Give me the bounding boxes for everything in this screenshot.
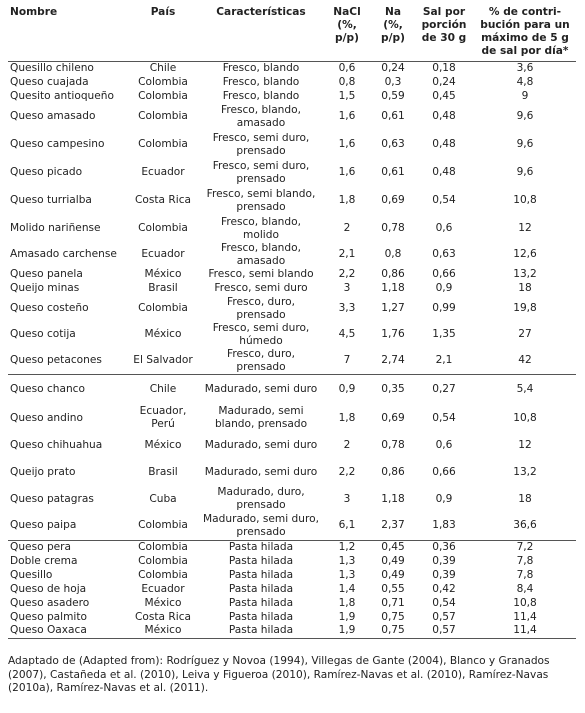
cell-country: México: [144, 596, 182, 609]
cell-contribution: 10,8: [513, 411, 537, 424]
cell-features: Fresco, semi duro, prensado: [212, 159, 310, 185]
header-contribucion: % de contri- bución para un máximo de 5 g de sal por día*: [474, 6, 576, 62]
cell-name: Queso patagras: [10, 492, 94, 505]
table-row: [8, 432, 576, 458]
cell-nacl: 2: [343, 438, 351, 451]
cell-nacl: 1,3: [338, 554, 356, 567]
cell-contribution: 7,8: [516, 568, 534, 581]
cell-na: 0,61: [381, 110, 405, 122]
cell-salt-portion: 0,99: [432, 302, 456, 314]
cell-contribution: 13,2: [513, 465, 537, 478]
cell-contribution: 5,4: [474, 374, 576, 404]
cell-na: 0,69: [381, 411, 405, 424]
cell-nacl: 1,6: [338, 110, 356, 122]
cell-country: México: [144, 268, 182, 280]
cell-na: 0,71: [381, 596, 405, 609]
cell-name: Queso Oaxaca: [8, 624, 126, 638]
cell-features: Fresco, blando: [222, 90, 300, 102]
cell-nacl: 2,2: [338, 465, 356, 478]
cell-na: 2,37: [381, 519, 405, 532]
cell-country: Brasil: [148, 465, 178, 478]
table-group: [8, 62, 576, 375]
header-pais: País: [126, 6, 200, 62]
cell-nacl: 0,8: [338, 76, 356, 88]
cell-contribution: 12: [518, 438, 532, 451]
cell-contribution: 18: [518, 492, 532, 505]
cell-features: Fresco, semi duro: [214, 282, 308, 294]
cell-salt-portion: 2,1: [435, 354, 453, 366]
cell-contribution: 4,8: [516, 76, 534, 88]
table-row: [8, 554, 576, 568]
cell-na: 0,59: [381, 90, 405, 102]
table-row: [8, 596, 576, 610]
cell-name: Queso palmito: [10, 610, 87, 623]
table-row: [8, 186, 576, 216]
table-row: [8, 348, 576, 375]
cell-salt-portion: 0,18: [414, 62, 474, 76]
cell-contribution: 18: [518, 282, 532, 294]
cell-features: Fresco, semi duro, prensado: [212, 131, 310, 157]
cell-country: Brasil: [148, 282, 178, 294]
cell-na: 0,75: [372, 624, 414, 638]
header-sal-porcion: Sal por porción de 30 g: [414, 6, 474, 62]
table-group: [8, 540, 576, 638]
cell-features: Fresco, blando, amasado: [221, 241, 301, 267]
cell-na: 2,74: [381, 354, 405, 366]
cell-name: Queso picado: [10, 166, 83, 178]
table-row: [8, 282, 576, 296]
header-caracteristicas: Características: [200, 6, 322, 62]
cell-nacl: 0,6: [322, 62, 372, 76]
cell-nacl: 1,9: [338, 610, 356, 623]
cell-country: Ecuador: [141, 248, 185, 260]
cell-na: 0,8: [384, 248, 402, 260]
cell-features: Fresco, blando: [200, 62, 322, 76]
header-nacl: NaCl (%, p/p): [322, 6, 372, 62]
cell-features: Pasta hilada: [228, 554, 294, 567]
cell-name: Quesillo: [10, 568, 53, 581]
cell-na: 0,24: [372, 62, 414, 76]
table-row: [8, 322, 576, 348]
cell-country: Ecuador: [141, 582, 185, 595]
cell-country: Colombia: [138, 138, 188, 150]
cell-country: México: [144, 438, 182, 451]
cell-country: Colombia: [138, 90, 188, 102]
cell-country: Colombia: [138, 222, 188, 234]
cell-features: Madurado, duro, prensado: [217, 486, 305, 511]
cell-na: 0,35: [372, 374, 414, 404]
cell-nacl: 3: [343, 282, 351, 294]
cell-na: 0,78: [381, 438, 405, 451]
cell-name: Doble crema: [10, 554, 78, 567]
cell-country: México: [126, 624, 200, 638]
table-row: [8, 568, 576, 582]
cell-salt-portion: 0,39: [432, 568, 456, 581]
cell-contribution: 42: [518, 354, 532, 366]
cell-name: Queso chanco: [8, 374, 126, 404]
cell-na: 1,18: [381, 492, 405, 505]
table-row: [8, 62, 576, 76]
cell-name: Queso paipa: [10, 519, 77, 532]
cell-nacl: 1,5: [338, 90, 356, 102]
cell-name: Queso panela: [10, 268, 83, 280]
cell-features: Pasta hilada: [228, 568, 294, 581]
cell-country: México: [144, 328, 182, 340]
cell-salt-portion: 0,66: [432, 268, 456, 280]
table-row: [8, 486, 576, 512]
cell-nacl: 1,8: [338, 194, 356, 206]
cell-salt-portion: 0,48: [432, 110, 456, 122]
cell-salt-portion: 0,45: [432, 90, 456, 102]
cell-nacl: 1,2: [322, 540, 372, 554]
header-na: Na (%, p/p): [372, 6, 414, 62]
cell-nacl: 3: [343, 492, 351, 505]
cell-features: Fresco, semi duro, húmedo: [212, 321, 310, 347]
cell-features: Pasta hilada: [228, 582, 294, 595]
table-row: [8, 540, 576, 554]
cell-country: El Salvador: [133, 354, 193, 366]
cell-salt-portion: 0,6: [435, 438, 453, 451]
cell-country: Ecuador: [141, 166, 185, 178]
cell-country: Ecuador, Perú: [139, 405, 187, 430]
table-row: [8, 216, 576, 242]
cell-name: Queso cotija: [10, 328, 76, 340]
table-row: [8, 104, 576, 130]
cell-nacl: 1,6: [338, 166, 356, 178]
cell-contribution: 12,6: [513, 248, 537, 260]
cell-name: Queijo minas: [10, 282, 80, 294]
cell-nacl: 1,9: [322, 624, 372, 638]
cell-features: Madurado, semi duro, prensado: [203, 512, 319, 538]
cell-contribution: 27: [518, 328, 532, 340]
cell-features: Madurado, semi duro: [204, 465, 318, 478]
cell-na: 0,45: [372, 540, 414, 554]
table-row: [8, 76, 576, 90]
cheese-salt-table: [8, 6, 576, 639]
cell-nacl: 2: [343, 222, 351, 234]
cell-name: Queijo prato: [10, 465, 76, 478]
cell-contribution: 3,6: [474, 62, 576, 76]
table-group: [8, 374, 576, 540]
cell-features: Fresco, blando, amasado: [221, 103, 301, 129]
cell-name: Queso campesino: [10, 138, 105, 150]
cell-name: Queso chihuahua: [10, 438, 103, 451]
cell-features: Fresco, duro, prensado: [227, 295, 295, 321]
cell-country: Colombia: [138, 568, 188, 581]
cell-na: 0,75: [381, 610, 405, 623]
cell-nacl: 1,4: [338, 582, 356, 595]
cell-features: Fresco, semi blando, prensado: [206, 187, 316, 213]
table-row: [8, 512, 576, 540]
cell-nacl: 2,1: [338, 248, 356, 260]
cell-name: Queso pera: [8, 540, 126, 554]
cell-salt-portion: 1,35: [432, 328, 456, 340]
cell-salt-portion: 0,6: [435, 222, 453, 234]
cell-na: 0,61: [381, 166, 405, 178]
cell-contribution: 36,6: [513, 519, 537, 532]
cell-features: Fresco, blando, molido: [221, 215, 301, 241]
table-row: [8, 610, 576, 624]
cell-contribution: 9,6: [516, 166, 534, 178]
cell-country: Chile: [126, 374, 200, 404]
cell-na: 1,76: [381, 328, 405, 340]
cell-name: Queso cuajada: [10, 76, 89, 88]
cell-salt-portion: 0,48: [432, 166, 456, 178]
cell-na: 0,3: [384, 76, 402, 88]
cell-nacl: 7: [343, 354, 351, 366]
cell-name: Quesito antioqueño: [10, 90, 114, 102]
cell-contribution: 9: [521, 90, 529, 102]
table-row: [8, 624, 576, 638]
cell-salt-portion: 1,83: [432, 519, 456, 532]
table-row: [8, 242, 576, 268]
cell-name: Quesillo chileno: [8, 62, 126, 76]
cell-salt-portion: 0,24: [432, 76, 456, 88]
cell-na: 1,27: [381, 302, 405, 314]
cell-contribution: 12: [518, 222, 532, 234]
table-header: [8, 6, 576, 62]
source-footnote: Adaptado de (Adapted from): Rodríguez y Novoa (1994), Villegas de Gante (2004), Blanco y Granados (2007), Castañeda et al. (2010), Leiva y Figueroa (2010), Ramírez-Navas et al. (2010), Ramírez-Navas (2010a), Ramírez-Navas et al. (2011).: [8, 655, 550, 694]
cell-contribution: 7,8: [516, 554, 534, 567]
cell-country: Colombia: [126, 540, 200, 554]
cell-salt-portion: 0,57: [414, 624, 474, 638]
cell-name: Queso de hoja: [10, 582, 87, 595]
cell-features: Madurado, semi duro: [200, 374, 322, 404]
cell-salt-portion: 0,57: [432, 610, 456, 623]
cell-na: 0,86: [381, 268, 405, 280]
cell-features: Pasta hilada: [200, 624, 322, 638]
cell-name: Queso amasado: [10, 110, 96, 122]
cell-salt-portion: 0,54: [432, 411, 456, 424]
table-row: [8, 130, 576, 160]
table-row: [8, 160, 576, 186]
table-row: [8, 458, 576, 486]
cell-salt-portion: 0,9: [435, 282, 453, 294]
cell-features: Pasta hilada: [228, 596, 294, 609]
cell-country: Colombia: [138, 302, 188, 314]
cell-contribution: 10,8: [513, 596, 537, 609]
cell-country: Colombia: [138, 554, 188, 567]
cell-contribution: 7,2: [474, 540, 576, 554]
cell-name: Queso petacones: [10, 354, 102, 366]
cell-salt-portion: 0,9: [435, 492, 453, 505]
table-row: [8, 404, 576, 432]
cell-nacl: 1,6: [338, 138, 356, 150]
cell-salt-portion: 0,36: [414, 540, 474, 554]
cell-salt-portion: 0,39: [432, 554, 456, 567]
cell-country: Cuba: [149, 492, 177, 505]
cell-features: Fresco, blando: [222, 76, 300, 88]
cell-na: 0,63: [381, 138, 405, 150]
cell-country: Colombia: [138, 76, 188, 88]
cell-contribution: 8,4: [516, 582, 534, 595]
cell-na: 0,78: [381, 222, 405, 234]
cell-features: Pasta hilada: [228, 610, 294, 623]
cell-salt-portion: 0,42: [432, 582, 456, 595]
cell-features: Fresco, semi blando: [208, 268, 314, 280]
cell-contribution: 13,2: [513, 268, 537, 280]
cell-na: 0,49: [381, 568, 405, 581]
cell-salt-portion: 0,63: [432, 248, 456, 260]
table-row: [8, 582, 576, 596]
cell-salt-portion: 0,54: [432, 194, 456, 206]
cell-country: Chile: [126, 62, 200, 76]
cell-nacl: 6,1: [338, 519, 356, 532]
cell-contribution: 10,8: [513, 194, 537, 206]
cell-nacl: 1,8: [338, 596, 356, 609]
cell-na: 0,69: [381, 194, 405, 206]
cell-salt-portion: 0,27: [414, 374, 474, 404]
cell-na: 0,55: [381, 582, 405, 595]
cell-features: Madurado, semi blando, prensado: [214, 405, 308, 430]
cell-name: Queso andino: [10, 411, 84, 424]
cell-nacl: 4,5: [338, 328, 356, 340]
cell-nacl: 1,8: [338, 411, 356, 424]
cell-salt-portion: 0,66: [432, 465, 456, 478]
table-row: [8, 90, 576, 104]
table-row: [8, 268, 576, 282]
cell-name: Queso costeño: [10, 302, 89, 314]
cell-name: Molido nariñense: [10, 222, 101, 234]
cell-nacl: 1,3: [338, 568, 356, 581]
cell-contribution: 19,8: [513, 302, 537, 314]
header-nombre: Nombre: [8, 6, 126, 62]
cell-nacl: 0,9: [322, 374, 372, 404]
cell-na: 0,49: [381, 554, 405, 567]
cell-contribution: 11,4: [513, 610, 537, 623]
cell-contribution: 11,4: [474, 624, 576, 638]
cell-nacl: 2,2: [338, 268, 356, 280]
table-row: [8, 296, 576, 322]
cell-country: Colombia: [138, 110, 188, 122]
cell-name: Queso asadero: [10, 596, 90, 609]
cell-features: Pasta hilada: [200, 540, 322, 554]
cell-na: 1,18: [381, 282, 405, 294]
cell-features: Madurado, semi duro: [204, 438, 318, 451]
cell-features: Fresco, duro, prensado: [227, 347, 295, 373]
table-row: [8, 374, 576, 404]
cell-contribution: 9,6: [516, 138, 534, 150]
cell-na: 0,86: [381, 465, 405, 478]
cell-contribution: 9,6: [516, 110, 534, 122]
cell-name: Amasado carchense: [10, 248, 117, 260]
cell-country: Costa Rica: [134, 194, 192, 206]
cell-salt-portion: 0,54: [432, 596, 456, 609]
cell-nacl: 3,3: [338, 302, 356, 314]
cell-salt-portion: 0,48: [432, 138, 456, 150]
cell-name: Queso turrialba: [10, 194, 92, 206]
cell-country: Colombia: [138, 519, 188, 532]
cell-country: Costa Rica: [134, 610, 192, 623]
